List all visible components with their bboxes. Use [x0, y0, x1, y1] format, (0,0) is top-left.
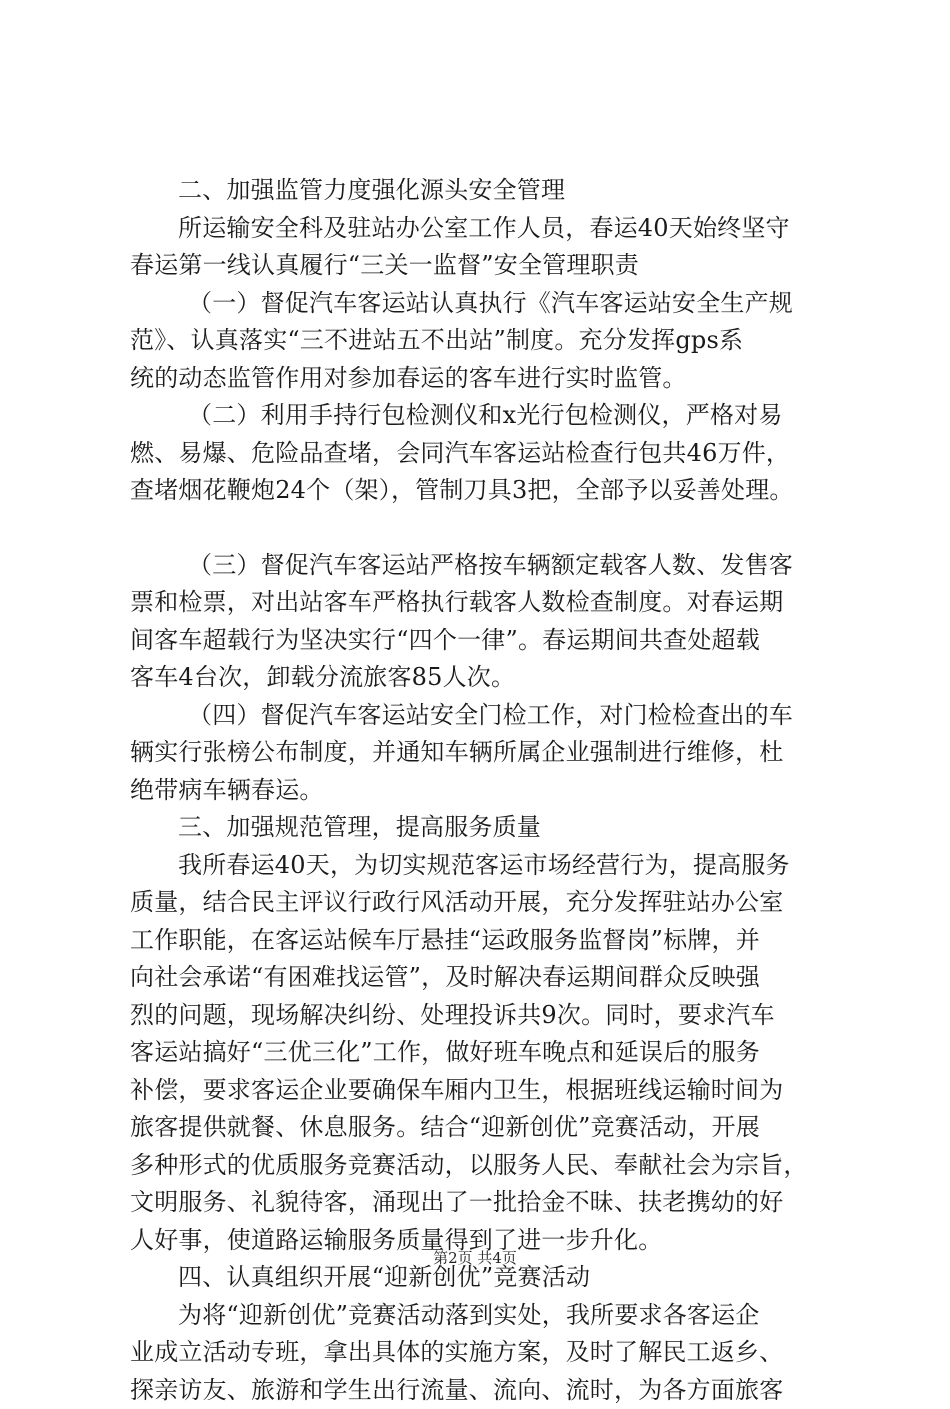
body-line: 人好事，使道路运输服务质量得到了进一步升化。: [130, 1222, 842, 1260]
body-line: 为将“迎新创优”竞赛活动落到实处，我所要求各客运企: [130, 1297, 842, 1335]
body-line: 客车4台次，卸载分流旅客85人次。: [130, 659, 842, 697]
body-line: 业成立活动专班，拿出具体的实施方案，及时了解民工返乡、: [130, 1334, 842, 1372]
body-line: 辆实行张榜公布制度，并通知车辆所属企业强制进行维修，杜: [130, 734, 842, 772]
body-line: 补偿，要求客运企业要确保车厢内卫生，根据班线运输时间为: [130, 1072, 842, 1110]
body-line: 查堵烟花鞭炮24个（架），管制刀具3把，全部予以妥善处理。: [130, 472, 842, 510]
body-line: 向社会承诺“有困难找运管”，及时解决春运期间群众反映强: [130, 959, 842, 997]
page-number-footer: 第2页 共4页: [0, 1247, 950, 1268]
body-line: （四）督促汽车客运站安全门检工作，对门检检查出的车: [130, 697, 842, 735]
body-line: （二）利用手持行包检测仪和x光行包检测仪，严格对易: [130, 397, 842, 435]
section-heading-2: 二、加强监管力度强化源头安全管理: [130, 172, 842, 210]
body-line: 所运输安全科及驻站办公室工作人员，春运40天始终坚守: [130, 210, 842, 248]
section-heading-4: 四、认真组织开展“迎新创优”竞赛活动: [130, 1259, 842, 1297]
body-line: 客运站搞好“三优三化”工作，做好班车晚点和延误后的服务: [130, 1034, 842, 1072]
body-line: 多种形式的优质服务竞赛活动，以服务人民、奉献社会为宗旨，: [130, 1147, 842, 1185]
body-line: 我所春运40天，为切实规范客运市场经营行为，提高服务: [130, 847, 842, 885]
body-line: 文明服务、礼貌待客，涌现出了一批拾金不昧、扶老携幼的好: [130, 1184, 842, 1222]
body-line: 烈的问题，现场解决纠纷、处理投诉共9次。同时，要求汽车: [130, 997, 842, 1035]
body-line: 探亲访友、旅游和学生出行流量、流向、流时，为各方面旅客: [130, 1372, 842, 1409]
body-line: 票和检票，对出站客车严格执行载客人数检查制度。对春运期: [130, 584, 842, 622]
body-line: （三）督促汽车客运站严格按车辆额定载客人数、发售客: [130, 547, 842, 585]
body-line: 燃、易爆、危险品查堵，会同汽车客运站检查行包共46万件，: [130, 435, 842, 473]
paragraph-gap: [130, 510, 842, 547]
body-line: 工作职能，在客运站候车厅悬挂“运政服务监督岗”标牌，并: [130, 922, 842, 960]
body-line: 春运第一线认真履行“三关一监督”安全管理职责: [130, 247, 842, 285]
document-body: [130, 172, 842, 1409]
body-line: 旅客提供就餐、休息服务。结合“迎新创优”竞赛活动，开展: [130, 1109, 842, 1147]
body-line: 间客车超载行为坚决实行“四个一律”。春运期间共查处超载: [130, 622, 842, 660]
body-line: 绝带病车辆春运。: [130, 772, 842, 810]
body-line: 统的动态监管作用对参加春运的客车进行实时监管。: [130, 360, 842, 398]
section-heading-3: 三、加强规范管理，提高服务质量: [130, 809, 842, 847]
body-line: 范》、认真落实“三不进站五不出站”制度。充分发挥gps系: [130, 322, 842, 360]
body-line: （一）督促汽车客运站认真执行《汽车客运站安全生产规: [130, 285, 842, 323]
body-line: 质量，结合民主评议行政行风活动开展，充分发挥驻站办公室: [130, 884, 842, 922]
